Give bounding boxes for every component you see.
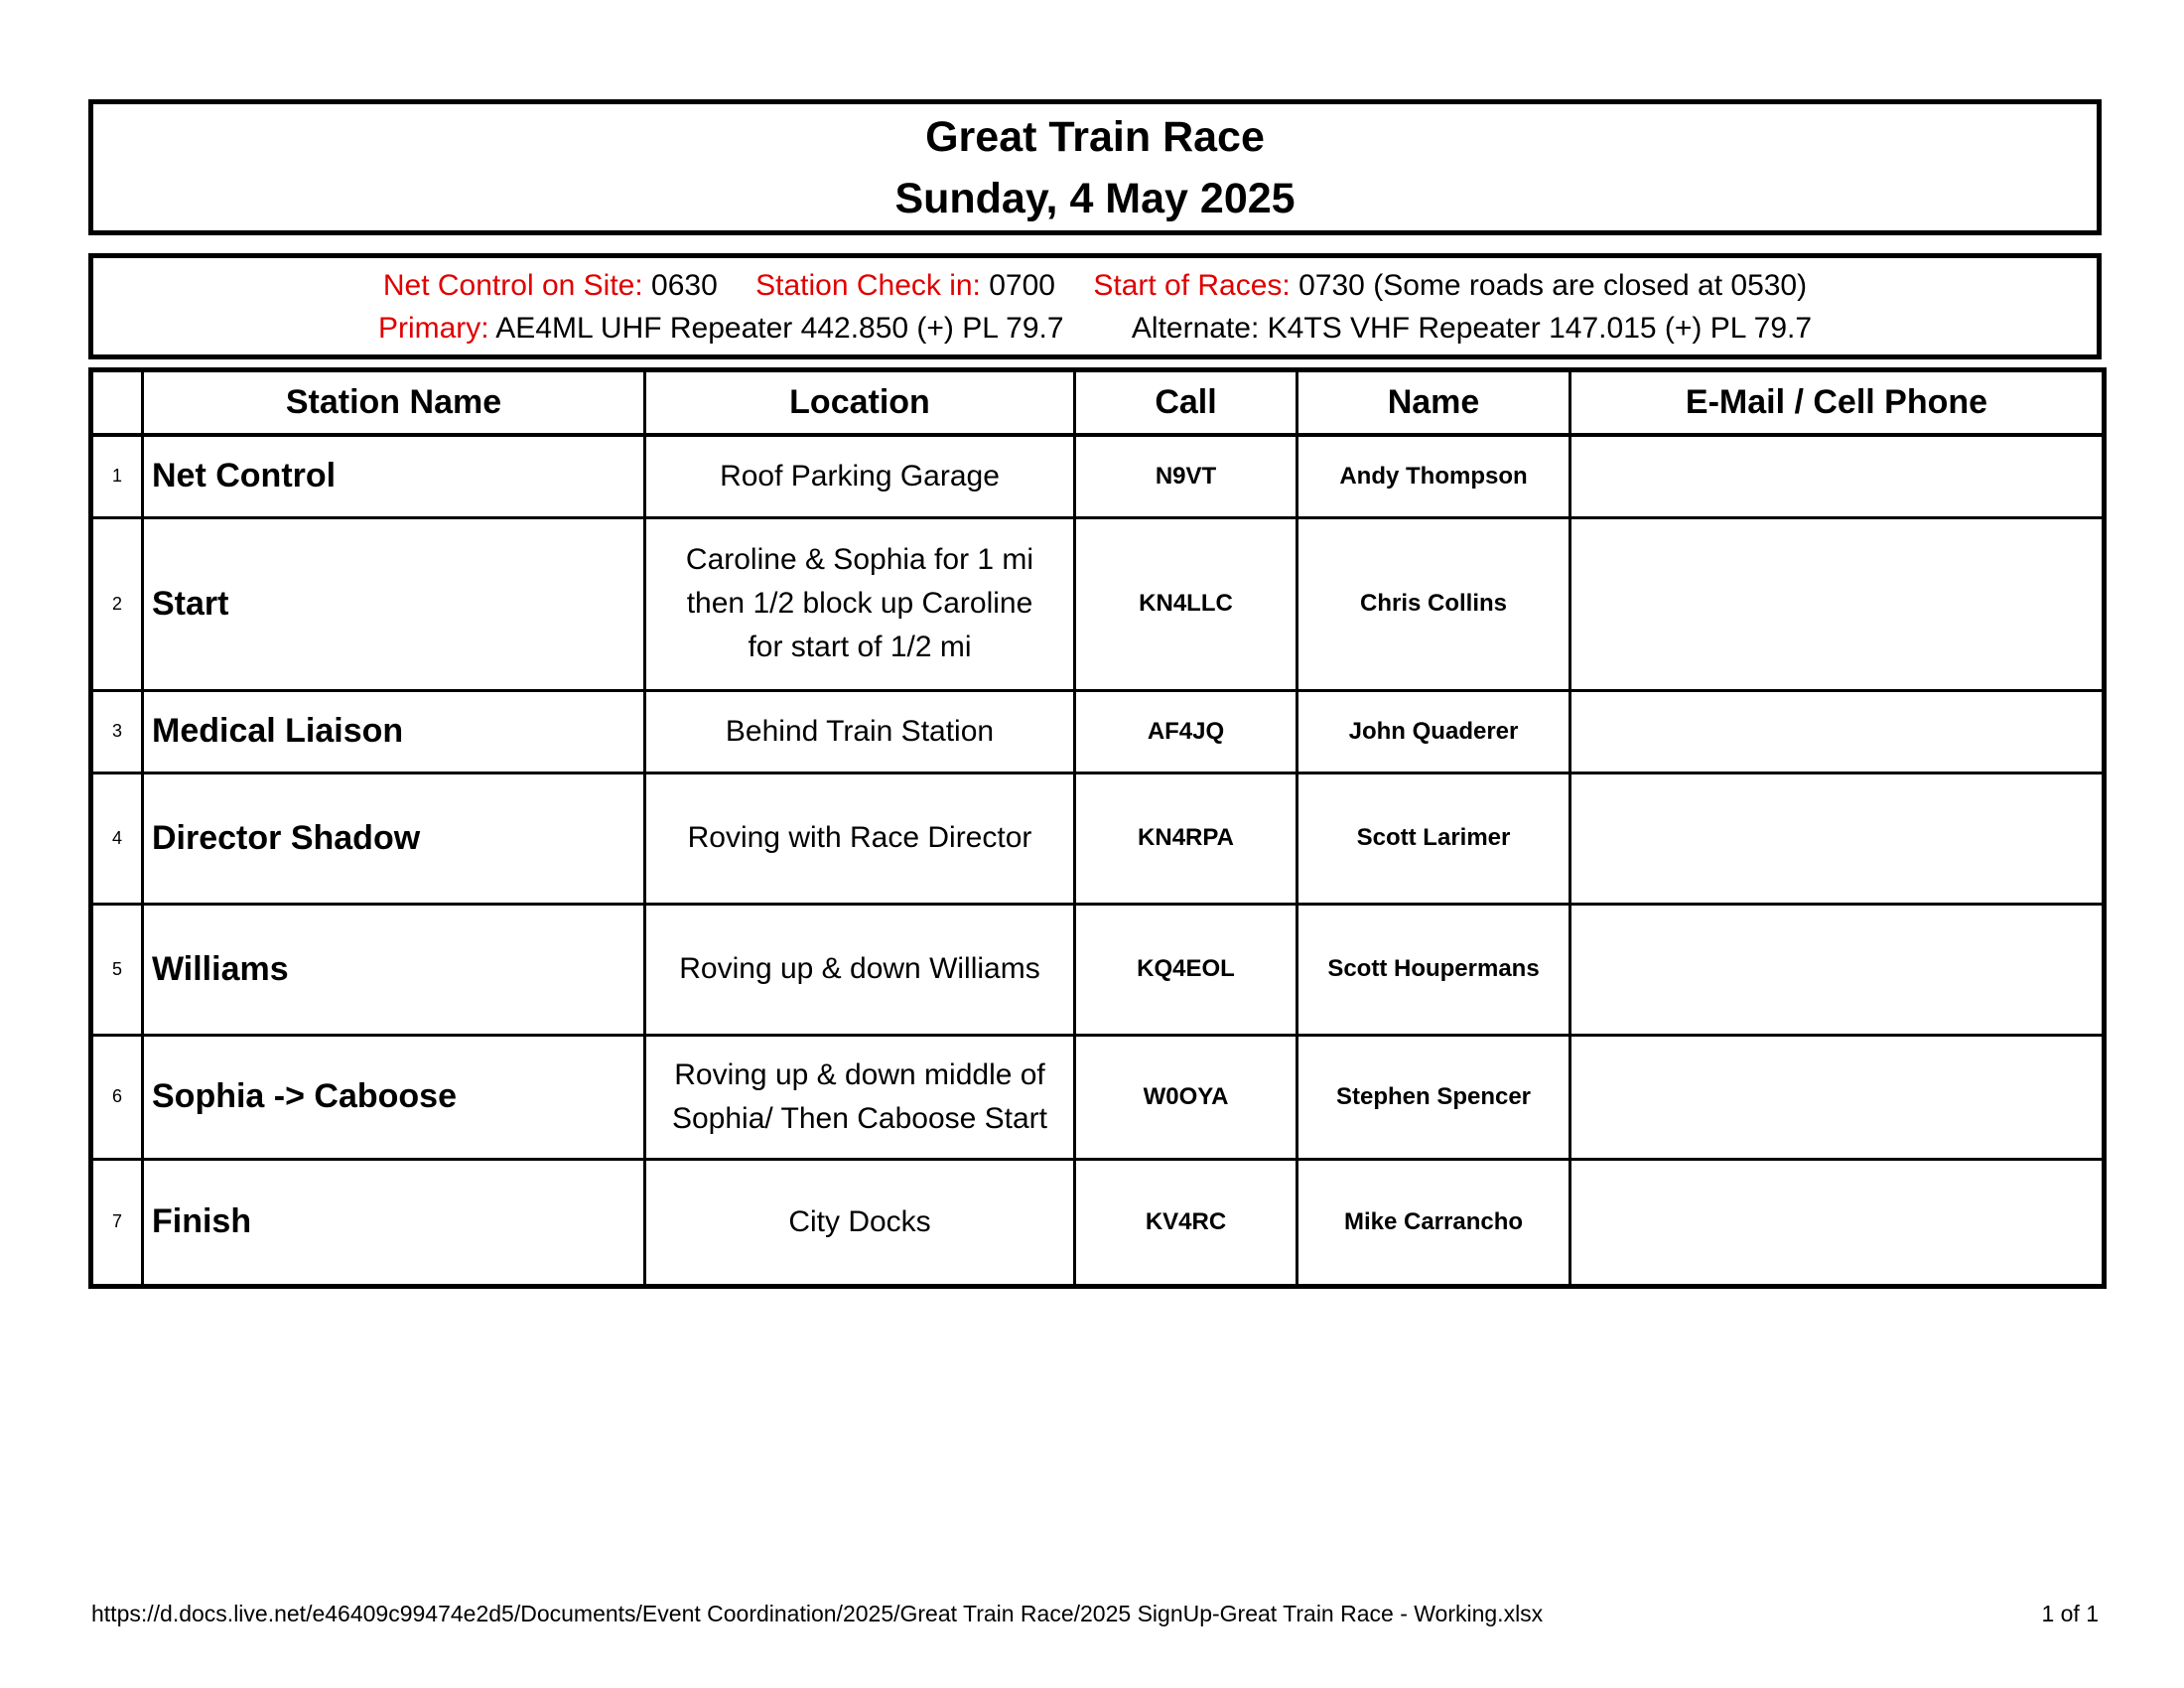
contact-cell[interactable]: [1570, 517, 2105, 690]
table-row: [91, 1159, 2105, 1286]
row-number: 4: [91, 773, 143, 904]
contact-cell[interactable]: [1570, 1159, 2105, 1286]
station-location: City Docks: [645, 1159, 1075, 1286]
call-sign: KV4RC: [1075, 1159, 1297, 1286]
primary-repeater: AE4ML UHF Repeater 442.850 (+) PL 79.7: [495, 311, 1064, 345]
operator-name: Chris Collins: [1297, 517, 1570, 690]
table-row: [91, 773, 2105, 904]
footer-file-path: https://d.docs.live.net/e46409c99474e2d5/Documents/Event Coordination/2025/Great Train Race/2025 SignUp-Great Train Race - Working.xlsx: [91, 1601, 1544, 1626]
station-location: Roving up & down middle of Sophia/ Then Caboose Start: [645, 1035, 1075, 1159]
alternate-label: Alternate:: [1131, 311, 1260, 345]
station-roster-table: [88, 367, 2107, 1289]
station-name: Net Control: [143, 435, 645, 517]
operator-name: Scott Larimer: [1297, 773, 1570, 904]
table-row: [91, 435, 2105, 517]
station-location: Roving up & down Williams: [645, 904, 1075, 1035]
column-header-call: Call: [1075, 370, 1297, 436]
call-sign: KN4LLC: [1075, 517, 1297, 690]
station-name: Medical Liaison: [143, 690, 645, 773]
contact-cell[interactable]: [1570, 690, 2105, 773]
table-row: [91, 904, 2105, 1035]
net-control-time: 0630: [651, 268, 718, 302]
alternate-repeater: K4TS VHF Repeater 147.015 (+) PL 79.7: [1267, 311, 1813, 345]
checkin-label: Station Check in:: [755, 268, 981, 302]
start-time: 0730: [1298, 268, 1365, 302]
table-row: [91, 1035, 2105, 1159]
column-header-number: [91, 370, 143, 436]
row-number: 2: [91, 517, 143, 690]
station-location: Caroline & Sophia for 1 mi then 1/2 block up Caroline for start of 1/2 mi: [645, 517, 1075, 690]
event-date: Sunday, 4 May 2025: [894, 174, 1296, 222]
table-row: [91, 517, 2105, 690]
operator-name: Mike Carrancho: [1297, 1159, 1570, 1286]
operator-name: Scott Houpermans: [1297, 904, 1570, 1035]
row-number: 1: [91, 435, 143, 517]
operator-name: John Quaderer: [1297, 690, 1570, 773]
row-number: 3: [91, 690, 143, 773]
column-header-station: Station Name: [143, 370, 645, 436]
row-number: 7: [91, 1159, 143, 1286]
contact-cell[interactable]: [1570, 773, 2105, 904]
operator-name: Stephen Spencer: [1297, 1035, 1570, 1159]
station-name: Sophia -> Caboose: [143, 1035, 645, 1159]
column-header-name: Name: [1297, 370, 1570, 436]
frequency-line: [378, 307, 1812, 350]
call-sign: AF4JQ: [1075, 690, 1297, 773]
table-header-row: [91, 370, 2105, 436]
station-name: Director Shadow: [143, 773, 645, 904]
row-number: 6: [91, 1035, 143, 1159]
table-row: [91, 690, 2105, 773]
station-name: Finish: [143, 1159, 645, 1286]
footer-page-number: 1 of 1: [2041, 1601, 2099, 1626]
checkin-time: 0700: [989, 268, 1055, 302]
contact-cell[interactable]: [1570, 1035, 2105, 1159]
contact-cell[interactable]: [1570, 904, 2105, 1035]
column-header-contact: E-Mail / Cell Phone: [1570, 370, 2105, 436]
primary-label: Primary:: [377, 311, 489, 345]
station-location: Roving with Race Director: [645, 773, 1075, 904]
station-name: Start: [143, 517, 645, 690]
row-number: 5: [91, 904, 143, 1035]
call-sign: W0OYA: [1075, 1035, 1297, 1159]
contact-cell[interactable]: [1570, 435, 2105, 517]
schedule-info-box: [88, 253, 2102, 359]
station-location: Behind Train Station: [645, 690, 1075, 773]
start-label: Start of Races:: [1093, 268, 1291, 302]
schedule-line: [383, 264, 1807, 307]
call-sign: KN4RPA: [1075, 773, 1297, 904]
call-sign: N9VT: [1075, 435, 1297, 517]
roads-note: (Some roads are closed at 0530): [1373, 268, 1808, 302]
document-title: Great Train Race: [925, 112, 1265, 161]
station-location: Roof Parking Garage: [645, 435, 1075, 517]
operator-name: Andy Thompson: [1297, 435, 1570, 517]
column-header-location: Location: [645, 370, 1075, 436]
call-sign: KQ4EOL: [1075, 904, 1297, 1035]
station-name: Williams: [143, 904, 645, 1035]
net-control-label: Net Control on Site:: [382, 268, 643, 302]
title-box: [88, 99, 2102, 235]
